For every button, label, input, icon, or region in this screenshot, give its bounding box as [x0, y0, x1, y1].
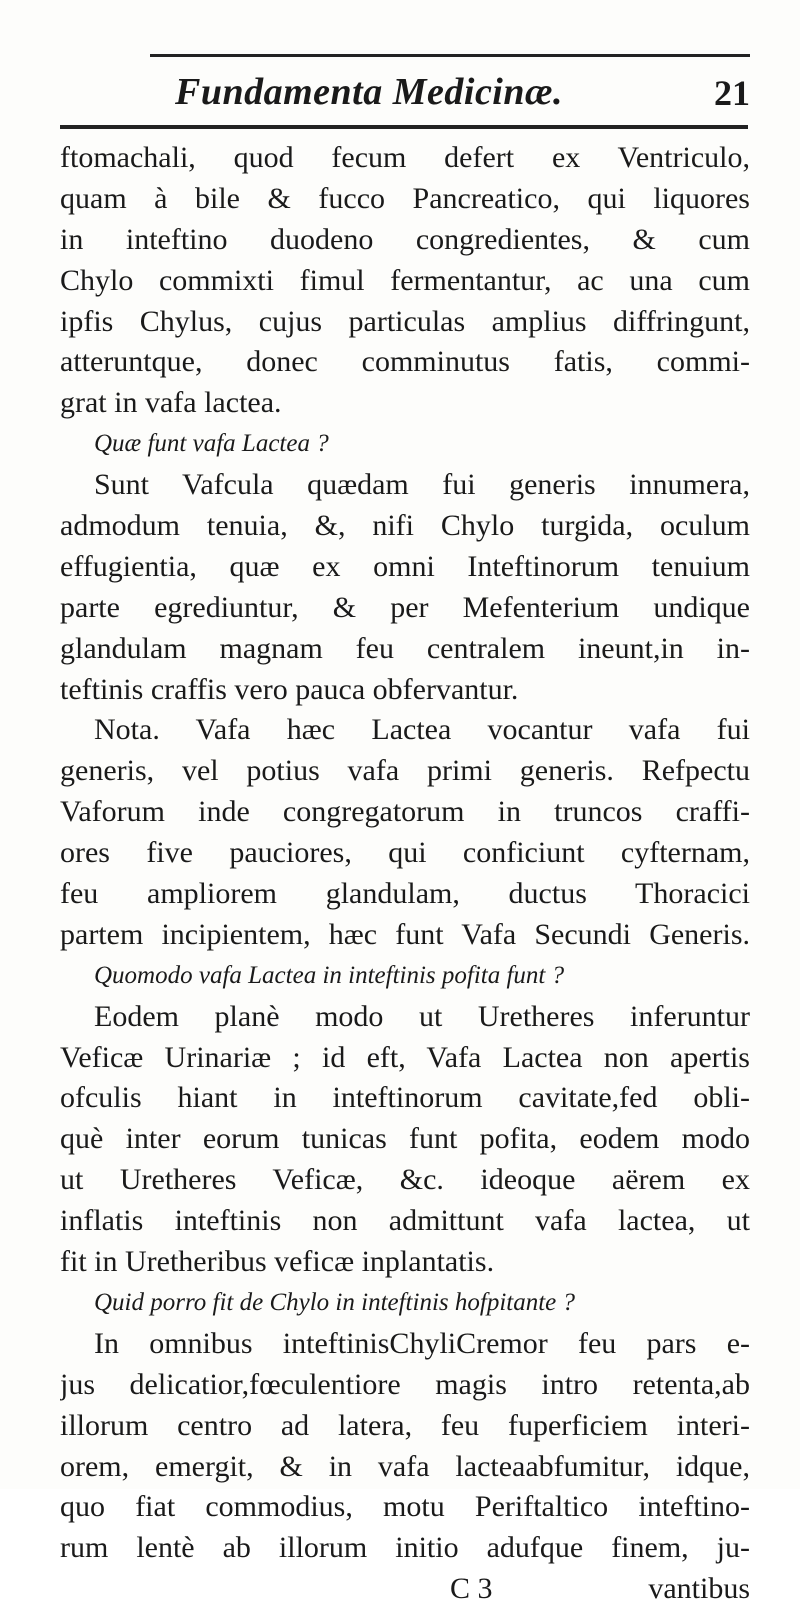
page-footer [60, 1569, 750, 1610]
page-header [175, 70, 775, 120]
body-text [60, 138, 750, 1610]
text-line: in inteftino duodeno congredientes, & cum [60, 222, 750, 256]
text-line: atteruntque, donec comminutus fatis, commi- [60, 345, 750, 379]
section-question: Quomodo vafa Lactea in inteftinis pofita funt ? [94, 961, 565, 989]
text-line: ut Uretheres Veficæ, &c. ideoque aërem ex [60, 1163, 750, 1197]
text-line: Chylo commixti fimul fermentantur, ac una cum [60, 263, 750, 297]
text-line: orem, emergit, & in vafa lacteaabfumitur, idque, [60, 1449, 750, 1483]
text-line: fit in Uretheribus veficæ inplantatis. [60, 1245, 495, 1279]
text-line: Veficæ Urinariæ ; id eft, Vafa Lactea non apertis [60, 1040, 750, 1074]
text-line: quam à bile & fucco Pancreatico, qui liquores [60, 181, 750, 215]
page-number: 21 [714, 73, 750, 113]
text-line: grat in vafa lactea. [60, 386, 282, 420]
text-line: partem incipientem, hæc funt Vafa Secundi Generis. [60, 917, 750, 951]
text-line: què inter eorum tunicas funt pofita, eodem modo [60, 1122, 750, 1156]
text-line: ofculis hiant in inteftinorum cavitate,fed obli- [60, 1081, 750, 1115]
text-line: admodum tenuia, &, nifi Chylo turgida, oculum [60, 509, 750, 543]
text-line: rum lentè ab illorum initio adufque finem, ju- [60, 1531, 750, 1565]
section-question: Quid porro fit de Chylo in inteftinis hofpitante ? [94, 1288, 576, 1316]
running-title: Fundamenta Medicinæ. [175, 71, 563, 113]
text-line: effugientia, quæ ex omni Inteftinorum tenuium [60, 549, 750, 583]
text-line: glandulam magnam feu centralem ineunt,in in- [60, 631, 750, 665]
text-line: Nota. Vafa hæc Lactea vocantur vafa fui [94, 713, 750, 747]
text-line: ores five pauciores, qui conficiunt cyfternam, [60, 836, 750, 870]
text-line: inflatis inteftinis non admittunt vafa lactea, ut [60, 1204, 750, 1238]
text-line: Sunt Vafcula quædam fui generis innumera, [94, 468, 750, 502]
text-line: Eodem planè modo ut Uretheres inferuntur [94, 999, 750, 1033]
section-question: Quæ funt vafa Lactea ? [94, 430, 329, 458]
text-line: illorum centro ad latera, feu fuperficiem interi- [60, 1408, 750, 1442]
text-line: ipfis Chylus, cujus particulas amplius diffringunt, [60, 304, 750, 338]
text-line: Vaforum inde congregatorum in truncos craffi- [60, 795, 750, 829]
text-line: teftinis craffis vero pauca obfervantur. [60, 672, 519, 706]
text-line: quo fiat commodius, motu Periftaltico inteftino- [60, 1490, 750, 1524]
header-rule [60, 125, 748, 129]
text-line: feu ampliorem glandulam, ductus Thoracici [60, 877, 750, 911]
text-line: parte egrediuntur, & per Mefenterium undique [60, 590, 750, 624]
text-line: In omnibus inteftinisChyliCremor feu pars e- [94, 1326, 750, 1360]
text-line: jus delicatior,fœculentiore magis intro retenta,ab [60, 1367, 750, 1401]
text-line: ftomachali, quod fecum defert ex Ventriculo, [60, 141, 750, 174]
signature-mark: C 3 [450, 1572, 493, 1606]
top-rule [150, 54, 750, 57]
text-line: generis, vel potius vafa primi generis. Refpectu [60, 754, 750, 788]
catchword: vantibus [648, 1572, 750, 1606]
